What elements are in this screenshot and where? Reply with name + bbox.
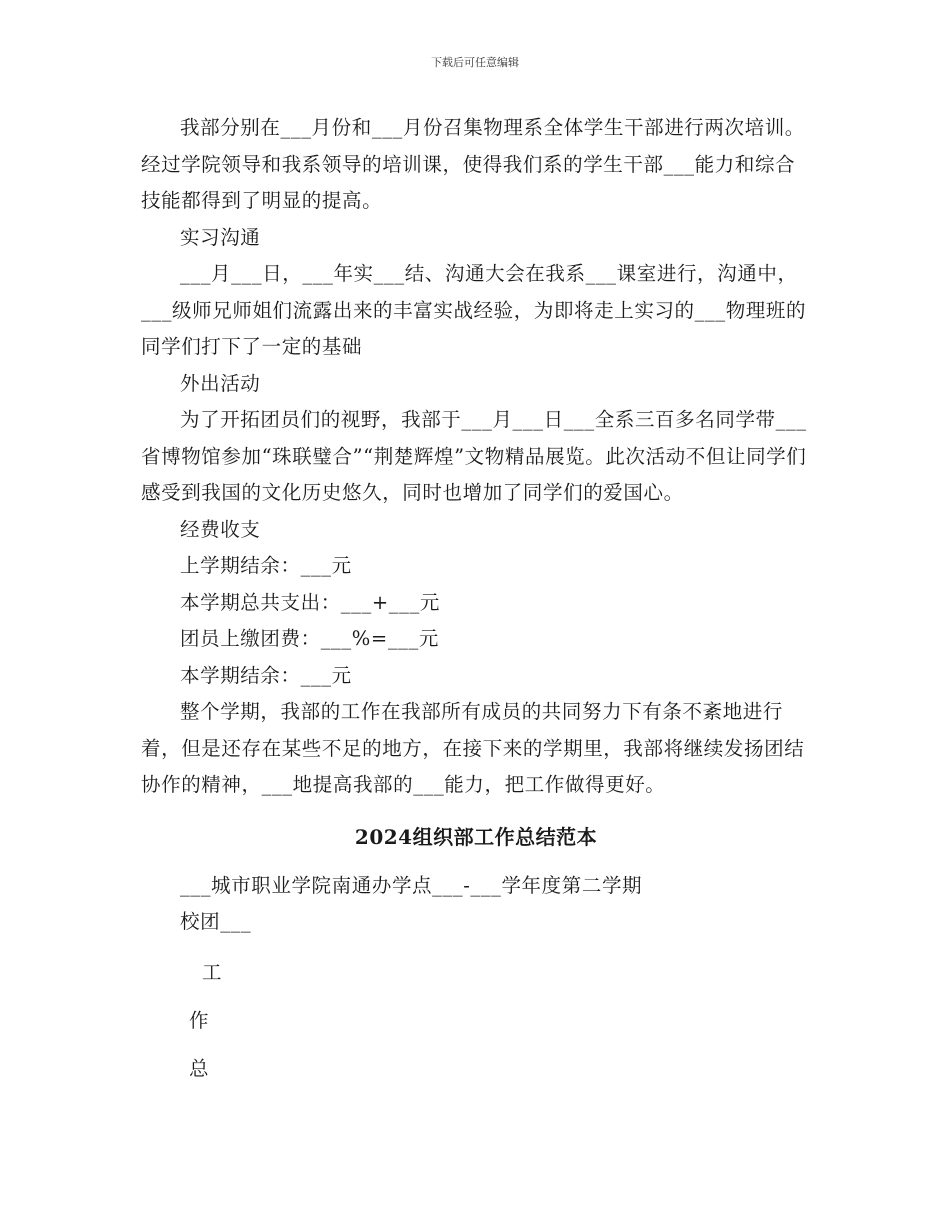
vertical-char-2: 作	[189, 1008, 210, 1032]
finance-line-last-balance: 上学期结余：___元	[180, 554, 352, 577]
document-body	[141, 110, 811, 1093]
paragraph-training: 我部分别在___月份和___月份召集物理系全体学生干部进行两次培训。经过学院领导和我系领导的培训课，使得我们系的学生干部___能力和综合技能都得到了明显的提高。	[141, 116, 805, 212]
heading-outing: 外出活动	[180, 371, 261, 395]
heading-finance: 经费收支	[180, 517, 261, 541]
school-line: ___城市职业学院南通办学点___-___学年度第二学期	[180, 873, 643, 897]
paragraph-internship: ___月___日，___年实___结、沟通大会在我系___课室进行，沟通中，___级师兄师姐们流露出来的丰富实战经验，为即将走上实习的___物理班的同学们打下了一定的基础	[141, 262, 807, 358]
finance-line-total-expense: 本学期总共支出：___+___元	[180, 590, 440, 614]
paragraph-summary: 整个学期，我部的工作在我部所有成员的共同努力下有条不紊地进行着，但是还存在某些不足的地方，在接下来的学期里，我部将继续发扬团结协作的精神，___地提高我部的___能力，把工作做得更好。	[141, 700, 805, 796]
finance-line-dues: 团员上缴团费：___%=___元	[180, 627, 439, 650]
finance-line-balance: 本学期结余：___元	[180, 663, 352, 687]
section-title: 2024组织部工作总结范本	[354, 824, 598, 849]
league-line: 校团___	[180, 910, 252, 933]
paragraph-outing: 为了开拓团员们的视野，我部于___月___日___全系三百多名同学带___省博物馆参加“珠联璧合”“荆楚辉煌”文物精品展览。此次活动不但让同学们感受到我国的文化历史悠久，同时也增加了同学们的爱国心。	[141, 408, 807, 504]
vertical-char-3: 总	[189, 1056, 210, 1080]
header-note: 下载后可任意编辑	[431, 56, 519, 69]
heading-internship: 实习沟通	[180, 225, 261, 249]
vertical-char-1: 工	[202, 960, 223, 984]
